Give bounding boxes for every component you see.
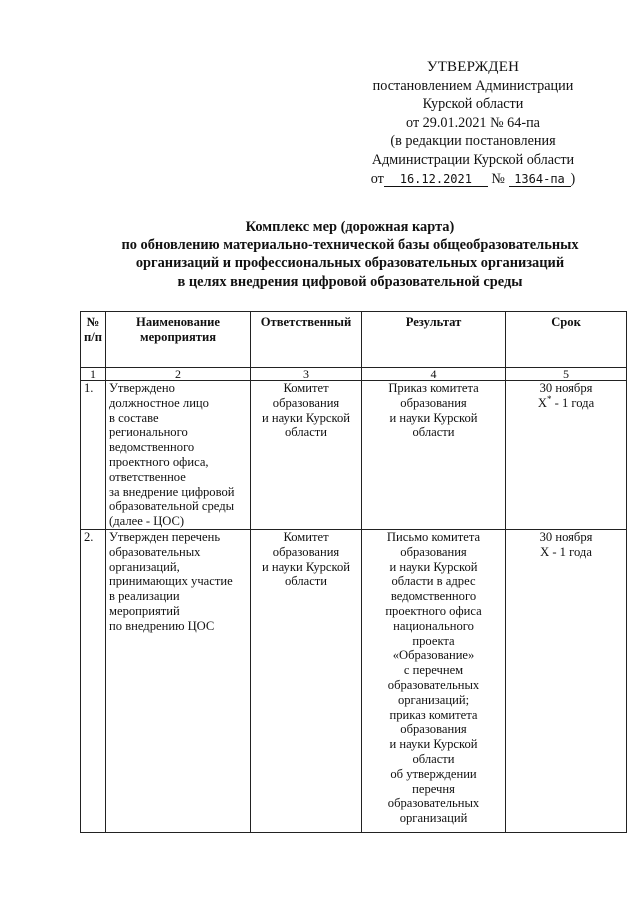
cell-line: национального — [393, 618, 474, 633]
cell-line: Письмо комитета — [386, 529, 481, 544]
cell-line: организаций — [399, 811, 468, 826]
edition-number: 1364-па — [509, 172, 571, 187]
header-event-line: мероприятия — [139, 329, 217, 344]
row-responsible — [251, 529, 362, 832]
cell-line: должностное лицо — [109, 395, 209, 410]
cell-line: в составе — [109, 410, 159, 425]
title-line: в целях внедрения цифровой образовательной среды — [177, 273, 523, 290]
cell-line: проекта — [412, 633, 455, 648]
cell-line: 30 ноября — [539, 529, 593, 544]
column-index: 2 — [106, 368, 251, 381]
cell-line: образовательных — [109, 544, 201, 559]
edition-close: ) — [570, 170, 576, 187]
footnote-star: * — [546, 393, 552, 404]
cell-line: области — [412, 751, 455, 766]
cell-line: образования — [400, 722, 467, 737]
cell-line: перечня — [412, 781, 455, 796]
title-line: Комплекс мер (дорожная карта) — [245, 219, 455, 235]
cell-line: Приказ комитета — [388, 381, 479, 395]
cell-line: мероприятий — [109, 603, 180, 618]
cell-line: «Образование» — [392, 648, 475, 663]
row-number: 2. — [81, 529, 106, 832]
table-row — [81, 529, 627, 832]
approval-line: постановлением Администрации — [372, 77, 574, 94]
edition-number-sign: № — [491, 170, 505, 187]
header-responsible — [251, 312, 362, 368]
cell-line: области — [412, 425, 455, 440]
cell-line: и науки Курской — [261, 410, 351, 425]
cell-line: в реализации — [109, 589, 180, 604]
cell-line: образовательной среды — [109, 499, 235, 514]
column-index: 4 — [362, 368, 506, 381]
cell-line: об утверждении — [390, 766, 477, 781]
deadline-x: X — [537, 395, 547, 410]
cell-line: образования — [400, 395, 467, 410]
cell-line: проектного офиса — [385, 603, 482, 618]
cell-line: (далее - ЦОС) — [109, 514, 185, 529]
cell-line: X - 1 года — [540, 544, 592, 559]
header-result — [362, 312, 506, 368]
cell-line: Утвержден перечень — [109, 529, 221, 544]
column-index: 5 — [506, 368, 627, 381]
roadmap-table — [80, 311, 627, 833]
header-num — [81, 312, 106, 368]
cell-line: Комитет — [283, 529, 329, 544]
header-event — [106, 312, 251, 368]
table-header-row — [81, 312, 627, 368]
table-row — [81, 381, 627, 530]
header-deadline — [506, 312, 627, 368]
cell-line: области — [284, 425, 328, 440]
title-line: по обновлению материально-технической базы общеобразовательных — [121, 237, 579, 254]
header-num-line: № — [86, 315, 100, 329]
deadline-rest: - 1 года — [551, 395, 595, 410]
cell-line: образовательных — [387, 796, 480, 811]
column-index-row — [81, 368, 627, 381]
row-event — [106, 381, 251, 530]
cell-line: 30 ноября — [539, 381, 593, 395]
document-title — [60, 218, 640, 291]
row-result — [362, 529, 506, 832]
cell-line: приказ комитета — [389, 707, 478, 722]
cell-line: образования — [272, 395, 340, 410]
edition-date: 16.12.2021 — [384, 172, 488, 187]
cell-line: образования — [400, 544, 467, 559]
cell-line: Утверждено — [109, 381, 175, 395]
title-line: организаций и профессиональных образовательных организаций — [135, 255, 565, 272]
cell-line: образовательных — [387, 677, 480, 692]
header-result-line: Результат — [405, 315, 462, 329]
cell-line: ведомственного — [390, 589, 477, 604]
header-event-line: Наименование — [136, 315, 220, 329]
cell-line: области — [284, 574, 328, 589]
column-index: 3 — [251, 368, 362, 381]
cell-line: организаций; — [397, 692, 470, 707]
cell-line: и науки Курской — [261, 559, 351, 574]
approval-heading: УТВЕРЖДЕН — [426, 59, 520, 75]
cell-line: регионального — [109, 425, 188, 440]
row-deadline — [506, 529, 627, 832]
cell-line: по внедрению ЦОС — [109, 618, 215, 633]
approval-line: Администрации Курской области — [371, 151, 575, 168]
row-deadline — [506, 381, 627, 530]
cell-line: ответственное — [109, 469, 186, 484]
approval-edition-line — [350, 170, 596, 189]
approval-line: Курской области — [422, 96, 524, 113]
row-responsible — [251, 381, 362, 530]
approval-line: (в редакции постановления — [390, 133, 556, 150]
row-result — [362, 381, 506, 530]
cell-line: Комитет — [283, 381, 329, 395]
cell-line: ведомственного — [109, 440, 195, 455]
cell-line: проектного офиса, — [109, 454, 209, 469]
cell-line: и науки Курской — [389, 410, 478, 425]
edition-prefix: от — [370, 170, 384, 187]
cell-line: с перечнем — [403, 663, 464, 678]
cell-line: области в адрес — [391, 574, 476, 589]
approval-block — [350, 58, 596, 188]
cell-line: организаций, — [109, 559, 180, 574]
cell-line: образования — [272, 544, 340, 559]
approval-line: от 29.01.2021 № 64-па — [406, 114, 540, 131]
cell-line: принимающих участие — [109, 574, 233, 589]
header-num-line: п/п — [84, 329, 103, 344]
header-responsible-line: Ответственный — [260, 315, 352, 329]
header-deadline-line: Срок — [551, 315, 581, 329]
cell-line: и науки Курской — [389, 559, 478, 574]
row-event — [106, 529, 251, 832]
cell-line — [509, 393, 623, 411]
column-index: 1 — [81, 368, 106, 381]
cell-line: за внедрение цифровой — [109, 484, 235, 499]
row-number: 1. — [81, 381, 106, 530]
cell-line: и науки Курской — [389, 737, 478, 752]
